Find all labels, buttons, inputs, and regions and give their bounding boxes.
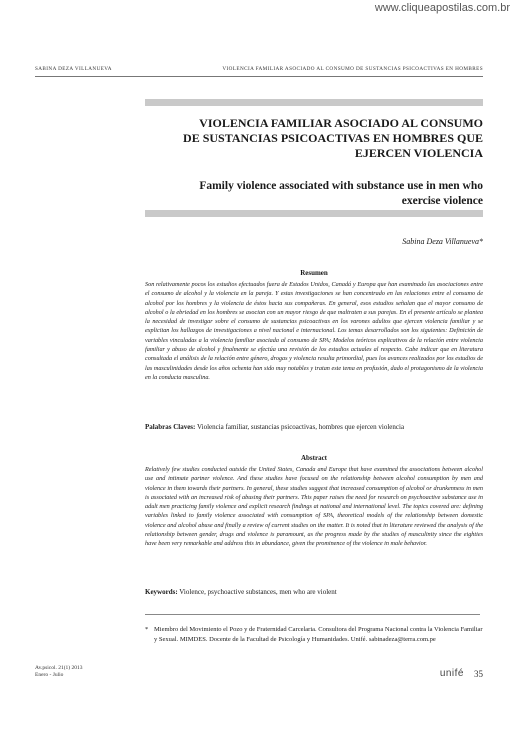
footnote-divider — [145, 614, 480, 615]
spanish-title — [150, 116, 483, 161]
abstract-text: Relatively few studies conducted outside the United States, Canada and Europe that have examined the associations between alcohol use and intimate partner violence. And these studies have focused on the relationship between alcohol consumption by men and violence in them towards their partners. In general, these studies suggest that increased consumption of alcohol or drunkenness in men is associated with an increased risk of abusing their partners. This paper raises the need for research on psychoactive substance use in adult men practicing family violence and explicit research findings at national and international level. The topics covered are: defining variables linked to family violence associated with consumption of SPA, theoretical models of the relationship between domestic violence and alcohol abuse and finally a review of current studies on the matter. It is noted that in literature reviewed the analysis of the relationship between gender, drugs and violence is paramount, as the progress made by the studies of masculinity since the eighties have been very remarkable and address this in abundance, given the prominence of the violence in male behavior. — [145, 466, 483, 548]
english-title — [150, 179, 483, 209]
header-divider — [35, 76, 483, 77]
footnote-text: Miembro del Movimiento el Pozo y de Fraternidad Carcelaria. Consultora del Programa Nacional contra la Violencia Familiar y Sexual. MIMDES. Docente de la Facultad de Psicología y Humanidades. Unifé. sabinadeza@terra.com.pe — [154, 626, 483, 643]
resumen-heading: Resumen — [300, 269, 328, 277]
palabras-claves — [145, 423, 483, 432]
running-head-author: SABINA DEZA VILLANUEVA — [35, 66, 112, 72]
title-en-line: exercise violence — [401, 195, 483, 207]
site-url[interactable]: www.cliqueapostilas.com.br — [374, 2, 510, 14]
keywords-label: Keywords: — [145, 588, 178, 596]
title-es-line: EJERCEN VIOLENCIA — [354, 146, 483, 160]
author-name: Sabina Deza Villanueva* — [402, 237, 483, 246]
resumen-text: Son relativamente pocos los estudios efectuados fuera de Estados Unidos, Canadá y Europa que han examinado las asociaciones entre el consumo de alcohol y la violencia en la pareja. Y estas investigaciones se han concentrado en las relaciones entre el consumo de alcohol por los hombres y la violencia de éstos hacia sus compañeras. En general, esos estudios señalan que el mayor consumo de alcohol o la ebriedad en los hombres se asocian con un mayor riesgo de que maltraten a sus parejas. En el presente artículo se plantea la necesidad de investigar sobre el consumo de sustancias psicoactivas en los varones adultos que ejercen violencia familiar y se explicitan los hallazgos de investigaciones a nivel nacional e internacional. Los temas desarrollados son los siguientes: Definición de variables vinculadas a la violencia familiar asociada al consumo de SPA; Modelos teóricos explicativos de la relación entre violencia familiar y abuso de alcohol y finalmente se efectúa una revisión de los estudios actuales al respecto. Cabe indicar que en literatura consultada el análisis de la relación entre género, drogas y violencia resulta primordial, pues los avances realizados por los estudios de las masculinidades desde los años ochenta han sido muy notables y tratan este tema en profusión, dado el protagonismo de la violencia en la conducta masculina. — [145, 281, 483, 381]
journal-citation — [35, 665, 83, 679]
author-footnote — [145, 625, 483, 644]
title-bar-bottom — [145, 210, 483, 217]
title-en-line: Family violence associated with substance use in men who — [199, 180, 483, 192]
page-footer — [440, 668, 483, 679]
journal-period: Enero - Julio — [35, 672, 64, 678]
footnote-mark: * — [145, 626, 149, 633]
title-es-line: VIOLENCIA FAMILIAR ASOCIADO AL CONSUMO — [199, 116, 483, 130]
page-number: 35 — [474, 668, 483, 679]
abstract-heading: Abstract — [300, 454, 328, 462]
running-head-title: VIOLENCIA FAMILIAR ASOCIADO AL CONSUMO DE SUSTANCIAS PSICOACTIVAS EN HOMBRES — [222, 66, 483, 72]
running-head — [35, 66, 483, 72]
keywords-text: Violence, psychoactive substances, men who are violent — [179, 588, 337, 596]
unife-logo: unifé — [439, 668, 464, 679]
palabras-claves-label: Palabras Claves: — [145, 423, 196, 431]
palabras-claves-text: Violencia familiar, sustancias psicoactivas, hombres que ejercen violencia — [196, 423, 405, 431]
journal-volume: Av.psicol. 21(1) 2013 — [35, 665, 83, 671]
title-es-line: DE SUSTANCIAS PSICOACTIVAS EN HOMBRES QUE — [183, 131, 483, 145]
title-bar-top — [145, 99, 483, 106]
keywords — [145, 588, 483, 597]
